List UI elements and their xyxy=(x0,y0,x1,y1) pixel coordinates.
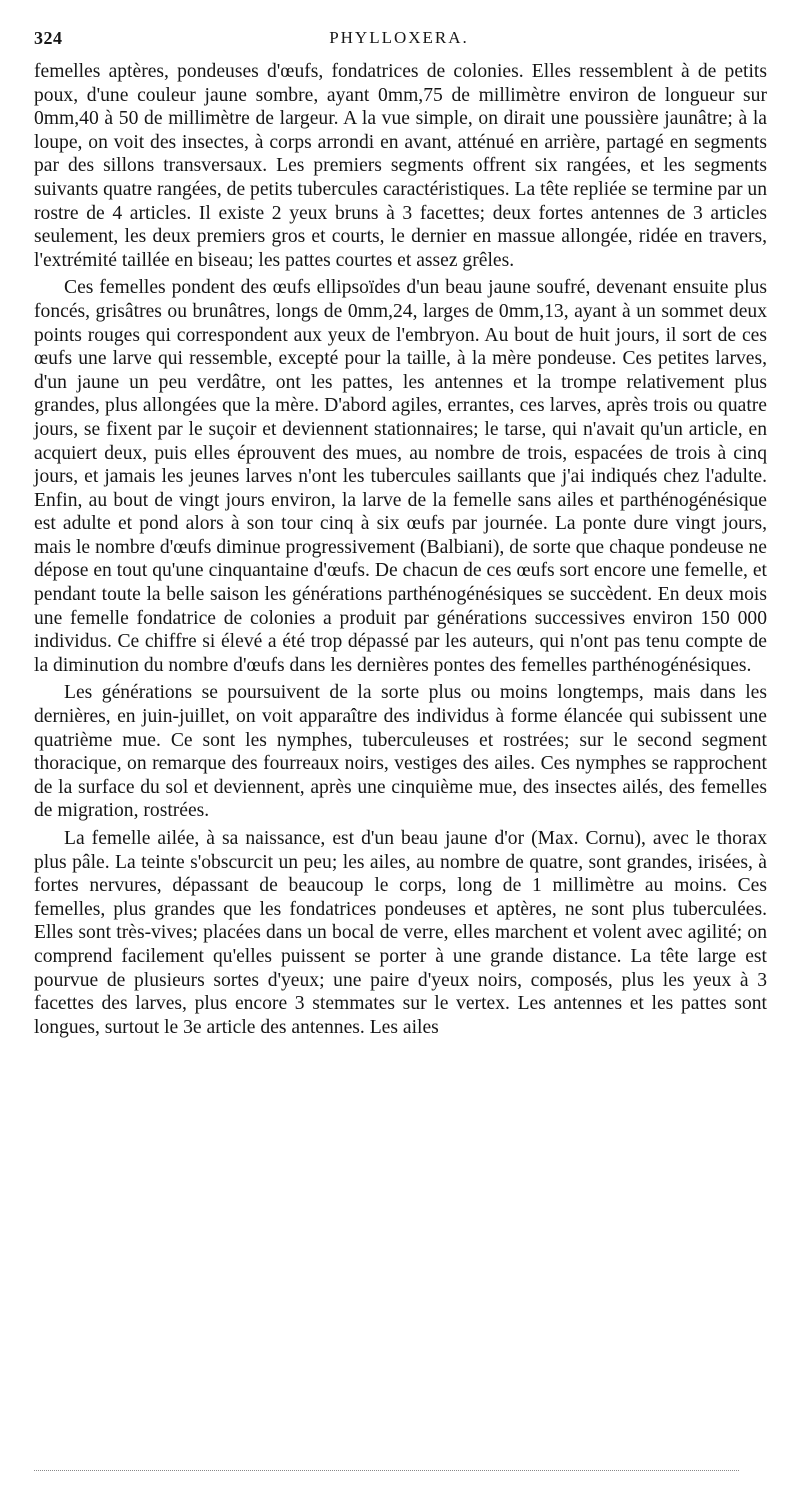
bottom-bleed-line xyxy=(34,1470,739,1471)
paragraph: La femelle ailée, à sa naissance, est d'un beau jaune d'or (Max. Cornu), avec le thorax plus pâle. La teinte s'obscurcit un peu; les ailes, au nombre de quatre, sont grandes, irisées, à fortes nervures, dépassant de beaucoup le corps, long de 1 millimètre au moins. Ces femelles, plus grandes que les fondatrices pondeuses et aptères, ne sont plus tuberculées. Elles sont très-vives; placées dans un bocal de verre, elles marchent et volent avec agilité; on comprend facilement qu'elles puissent se porter à une grande distance. La tête large est pourvue de plusieurs sortes d'yeux; une paire d'yeux noirs, composés, plus les yeux à 3 facettes des larves, plus encore 3 stemmates sur le vertex. Les antennes et les pattes sont longues, surtout le 3e article des antennes. Les ailes xyxy=(34,828,767,1038)
body-text xyxy=(34,60,767,1043)
running-head: PHYLLOXERA. xyxy=(329,28,469,47)
page-header xyxy=(34,28,764,52)
paragraph: Les générations se poursuivent de la sorte plus ou moins longtemps, mais dans les dernières, en juin-juillet, on voit apparaître des individus à forme élancée qui subissent une quatrième mue. Ce sont les nymphes, tuberculeuses et rostrées; sur le second segment thoracique, on remarque des fourreaux noirs, vestiges des ailes. Ces nymphes se rapprochent de la surface du sol et deviennent, après une cinquième mue, des insectes ailés, des femelles de migration, rostrées. xyxy=(34,682,767,822)
paragraph: femelles aptères, pondeuses d'œufs, fondatrices de colonies. Elles ressemblent à de petits poux, d'une couleur jaune sombre, ayant 0mm,75 de millimètre environ de longueur sur 0mm,40 à 50 de millimètre de largeur. A la vue simple, on dirait une poussière jaunâtre; à la loupe, on voit des insectes, à corps arrondi en avant, atténué en arrière, partagé en segments par des sillons transversaux. Les premiers segments offrent six rangées, et les segments suivants quatre rangées, de petits tubercules caractéristiques. La tête repliée se termine par un rostre de 4 articles. Il existe 2 yeux bruns à 3 facettes; deux fortes antennes de 3 articles seulement, les deux premiers gros et courts, le dernier en massue allongée, ridée en travers, l'extrémité taillée en biseau; les pattes courtes et assez grêles. xyxy=(34,61,767,271)
page-number: 324 xyxy=(34,28,63,48)
paragraph: Ces femelles pondent des œufs ellipsoïdes d'un beau jaune soufré, devenant ensuite plus foncés, grisâtres ou brunâtres, longs de 0mm,24, larges de 0mm,13, ayant à un sommet deux points rouges qui correspondent aux yeux de l'embryon. Au bout de huit jours, il sort de ces œufs une larve qui ressemble, excepté pour la taille, à la mère pondeuse. Ces petites larves, d'un jaune un peu verdâtre, ont les pattes, les antennes et la trompe relativement plus grandes, plus allongées que la mère. D'abord agiles, errantes, ces larves, après trois ou quatre jours, se fixent par le suçoir et deviennent stationnaires; le tarse, qui n'avait qu'un article, en acquiert deux, puis elles éprouvent des mues, au nombre de trois, espacées de trois à cinq jours, et jamais les jeunes larves n'ont les tubercules saillants que j'ai indiqués chez l'adulte. Enfin, au bout de vingt jours environ, la larve de la femelle sans ailes et parthénogénésique est adulte et pond alors à son tour cinq à six œufs par journée. La ponte dure vingt jours, mais le nombre d'œufs diminue progressivement (Balbiani), de sorte que chaque pondeuse ne dépose en tout qu'une cinquantaine d'œufs. De chacun de ces œufs sort encore une femelle, et pendant toute la belle saison les générations parthénogénésiques se succèdent. En deux mois une femelle fondatrice de colonies a produit par générations successives environ 150 000 individus. Ce chiffre si élevé a été trop dépassé par les auteurs, qui n'ont pas tenu compte de la diminution du nombre d'œufs dans les dernières pontes des femelles parthénogénésiques. xyxy=(34,277,767,676)
